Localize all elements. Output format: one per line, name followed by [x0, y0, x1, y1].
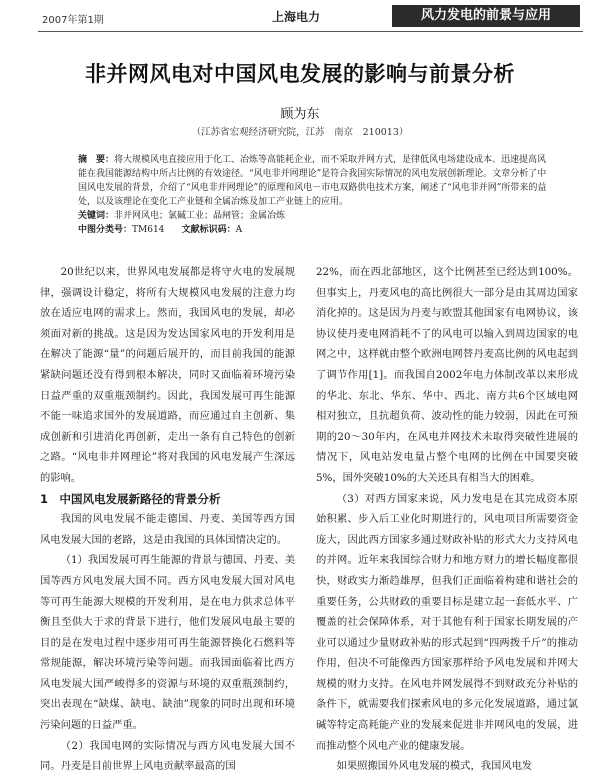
doc-code-value: A	[235, 225, 243, 235]
journal-name: 上海电力	[272, 10, 321, 24]
doc-code-label: 文献标识码：	[181, 225, 236, 235]
body-paragraph: （3）对西方国家来说，风力发电是在其完成资本原始积累、步入后工业化时期进行的，风电项目所需要资金庞大，因此西方国家多通过财政补贴的形式大力支持风电的并网。近年来我国综合财力和地方财力的增长幅度都很快，财政实力渐趋雄厚，但我们正面临着构建和谐社会的重要任务，公共财政的重要目标是建立起一套低水平、广覆盖的社会保障体系，对于其他有利于国家长期发展的产业可以通过少量财政补贴的形式起到“四两拨千斤”的推动作用，但决不可能像西方国家那样给予风电发展和并网大规模的财力支持。在风电并网发展得不到财政充分补贴的条件下，就需要我们探索风电的多元化发展道路，通过氯碱等特定高耗能产业的发展来促进非并网风电的发展，进而推动整个风电产业的健康发展。	[316, 492, 578, 752]
keywords-label: 关键词：	[78, 211, 115, 221]
body-paragraph: 我国的风电发展不能走德国、丹麦、美国等西方国风电发展大国的老路，这是由我国的具体国情决定的。	[40, 513, 295, 546]
author-affiliation: （江苏省宏观经济研究院，江苏 南京 210013）	[191, 127, 409, 138]
article-title: 非并网风电对中国风电发展的影响与前景分析	[85, 62, 515, 86]
header-rule	[38, 31, 583, 32]
keywords-row	[78, 209, 548, 223]
clc-label: 中图分类号：	[78, 225, 133, 235]
keywords-text: 非并网风电；氯碱工业；晶闸管；金属冶炼	[114, 211, 286, 221]
column-banner: 风力发电的前景与应用	[392, 5, 580, 27]
body-paragraph: （1）我国发展可再生能源的背景与德国、丹麦、美国等西方风电发展大国不同。西方风电发展大国对风电等可再生能源大规模的开发利用，是在电力供求总体平衡且至供大于求的背景下进行，他们发展风电最主要的目的是在发电过程中逐步用可再生能源替换化石燃料等常规能源，解决环境污染等问题。而我国面临着比西方风电发展大国严峻得多的资源与环境的双重瓶颈制约，突出表现在“缺煤、缺电、缺油”现象的同时出现和环境污染问题的日益严重。	[40, 554, 295, 732]
abstract-text: 将大规模风电直接应用于化工、冶炼等高能耗企业，而不采取并网方式，是律低风电场建设成本、迅速提高风能在我国能源结构中所占比例的有效途径。“风电非并网理论”是符合我国实际情况的风电发展创新理论。文章分析了中国风电发展的背景，介绍了“风电非并网理论”的原理和风电－市电双路供电技术方案，阐述了“风电非并网”所带来的益处，以及该理论在变化工产业链和全属冶炼及加工产业链上的应用。	[78, 155, 547, 207]
body-paragraph: 如果照搬国外风电发展的模式，我国风电发	[336, 760, 533, 773]
body-paragraph: 20世纪以来，世界风电发展都是将守火电的发展规律，强调设计稳定，将所有大规模风电发展的注意力均放在适应电网的需求上。然而，我国风电的发展，却必须面对新的挑战。这是因为发达国家风电的开发利用是在解决了能源“量”的问题后展开的，而目前我国的能源紧缺问题还没有得到根本解决，同时又面临着环境污染日益严重的双重瓶颈制约。因此，我国发展可再生能源不能一味追求国外的发展道路，而应通过自主创新、集成创新和引进消化再创新，走出一条有自己特色的创新之路。“风电非并网理论”将对我国的风电发展产生深远的影响。	[40, 266, 295, 484]
body-column-left	[40, 262, 295, 777]
abstract-label: 摘 要：	[78, 155, 115, 165]
body-column-right	[316, 262, 578, 777]
section-heading: 1 中国风电发展新路径的背景分析	[40, 491, 221, 506]
author-name: 顾为东	[280, 107, 320, 122]
clc-value: TM614	[132, 225, 165, 235]
page-header	[0, 0, 600, 34]
issue-number: 2007年第1期	[42, 15, 104, 26]
body-paragraph: （2）我国电网的实际情况与西方风电发展大国不同。丹麦是目前世界上风电贡献率最高的国	[40, 739, 295, 773]
abstract	[78, 153, 548, 209]
abstract-block	[78, 153, 548, 237]
body-paragraph: 22%，而在西北部地区，这个比例甚至已经达到100%。但事实上，丹麦风电的高比例很大一部分是由其周边国家消化掉的。这是因为丹麦与欧盟其他国家有电网协议，该协议使丹麦电网消耗不了的风电可以输入到周边国家的电网之中，这样就由整个欧洲电网替丹麦高比例的风电起到了调节作用[1]。而我国自2002年电力体制改革以来形成的华北、东北、华东、华中、西北、南方共6个区域电网相对独立，且抗超负荷、波动性的能力较弱，因此在可预期的20～30年内，在风电并网技术未取得突破性进展的情况下，风电站发电量占整个电网的比例在中国要突破5%，国外突破10%的大关还具有相当大的困难。	[316, 266, 578, 484]
classification-row	[78, 223, 548, 237]
